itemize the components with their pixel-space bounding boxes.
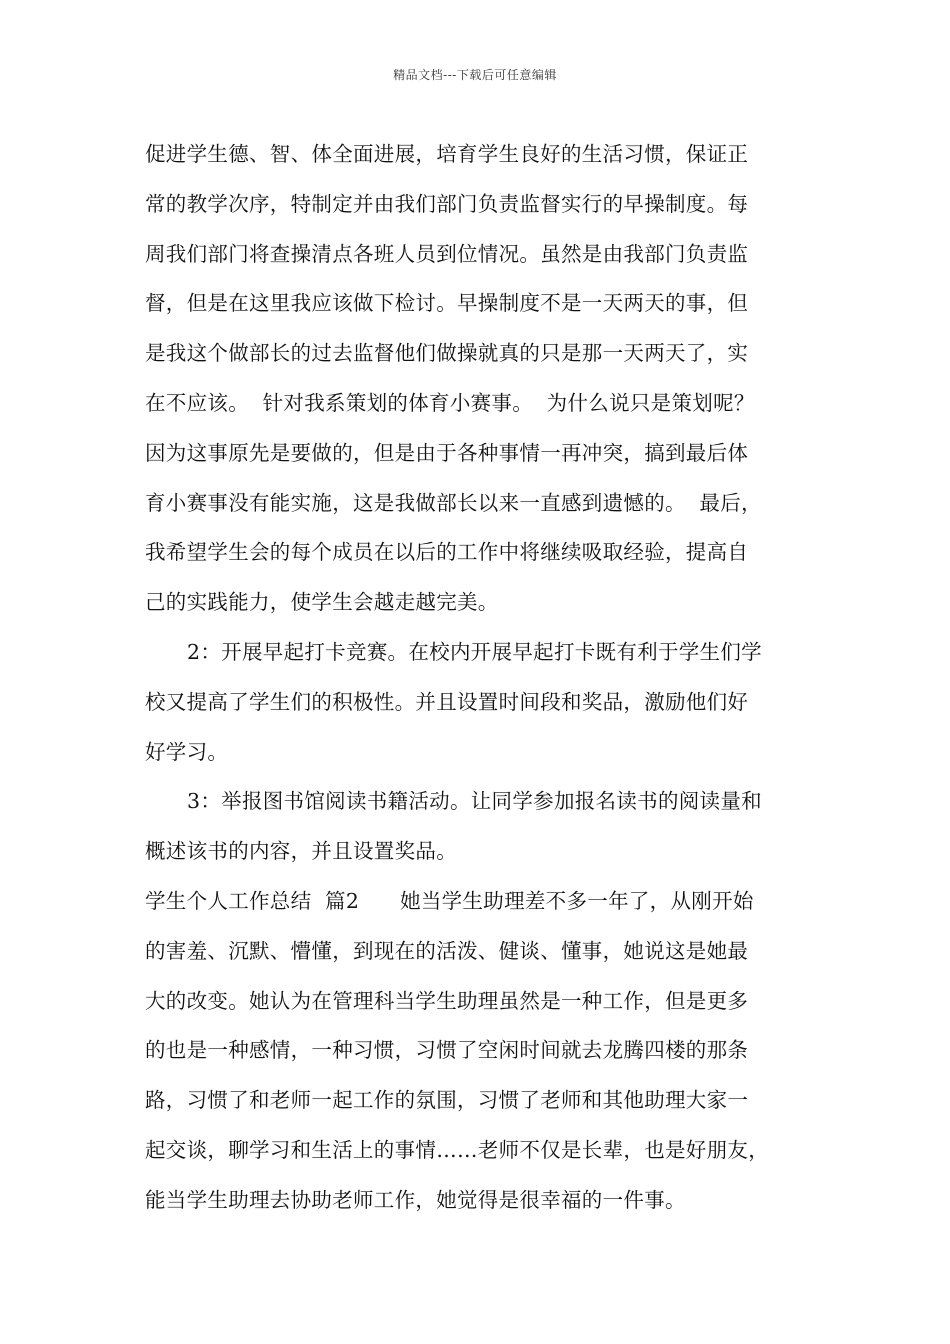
text-line: 常的教学次序，特制定并由我们部门负责监督实行的早操制度。每 <box>145 191 749 216</box>
text-line: 校又提高了学生们的积极性。并且设置时间段和奖品，激励他们好 <box>145 689 749 714</box>
text-line: 学生个人工作总结 篇2 她当学生助理差不多一年了，从刚开始 <box>145 888 754 913</box>
text-line: 路，习惯了和老师一起工作的氛围，习惯了老师和其他助理大家一 <box>145 1088 749 1113</box>
document-body <box>145 130 825 1226</box>
text-line: 周我们部门将查操清点各班人员到位情况。虽然是由我部门负责监 <box>145 241 749 266</box>
text-line: 好学习。 <box>145 739 229 764</box>
text-line: 能当学生助理去协助老师工作，她觉得是很幸福的一件事。 <box>145 1187 686 1212</box>
page-header: 精品文档---下载后可任意编辑 <box>393 68 557 82</box>
text-line: 起交谈，聊学习和生活上的事情……老师不仅是长辈，也是好朋友， <box>145 1137 769 1162</box>
text-line: 是我这个做部长的过去监督他们做操就真的只是那一天两天了，实 <box>145 341 749 366</box>
text-line: 育小赛事没有能实施，这是我做部长以来一直感到遗憾的。 最后， <box>145 490 762 515</box>
text-line: 的害羞、沉默、懵懂，到现在的活泼、健谈、懂事，她说这是她最 <box>145 938 749 963</box>
text-line: 己的实践能力，使学生会越走越完美。 <box>145 590 499 615</box>
text-line: 概述该书的内容，并且设置奖品。 <box>145 839 457 864</box>
text-line: 3：举报图书馆阅读书籍活动。让同学参加报名读书的阅读量和 <box>187 789 762 814</box>
text-line: 促进学生德、智、体全面进展，培育学生良好的生活习惯，保证正 <box>145 142 749 166</box>
text-line: 大的改变。她认为在管理科当学生助理虽然是一种工作，但是更多 <box>145 988 749 1013</box>
text-line: 在不应该。 针对我系策划的体育小赛事。 为什么说只是策划呢？ <box>145 390 755 415</box>
text-line: 2：开展早起打卡竞赛。在校内开展早起打卡既有利于学生们学 <box>187 639 762 664</box>
text-line: 督，但是在这里我应该做下检讨。早操制度不是一天两天的事，但 <box>145 291 749 316</box>
text-line: 因为这事原先是要做的，但是由于各种事情一再冲突，搞到最后体 <box>145 440 749 465</box>
text-line: 我希望学生会的每个成员在以后的工作中将继续吸取经验，提高自 <box>145 540 749 565</box>
text-line: 的也是一种感情，一种习惯，习惯了空闲时间就去龙腾四楼的那条 <box>145 1038 749 1063</box>
